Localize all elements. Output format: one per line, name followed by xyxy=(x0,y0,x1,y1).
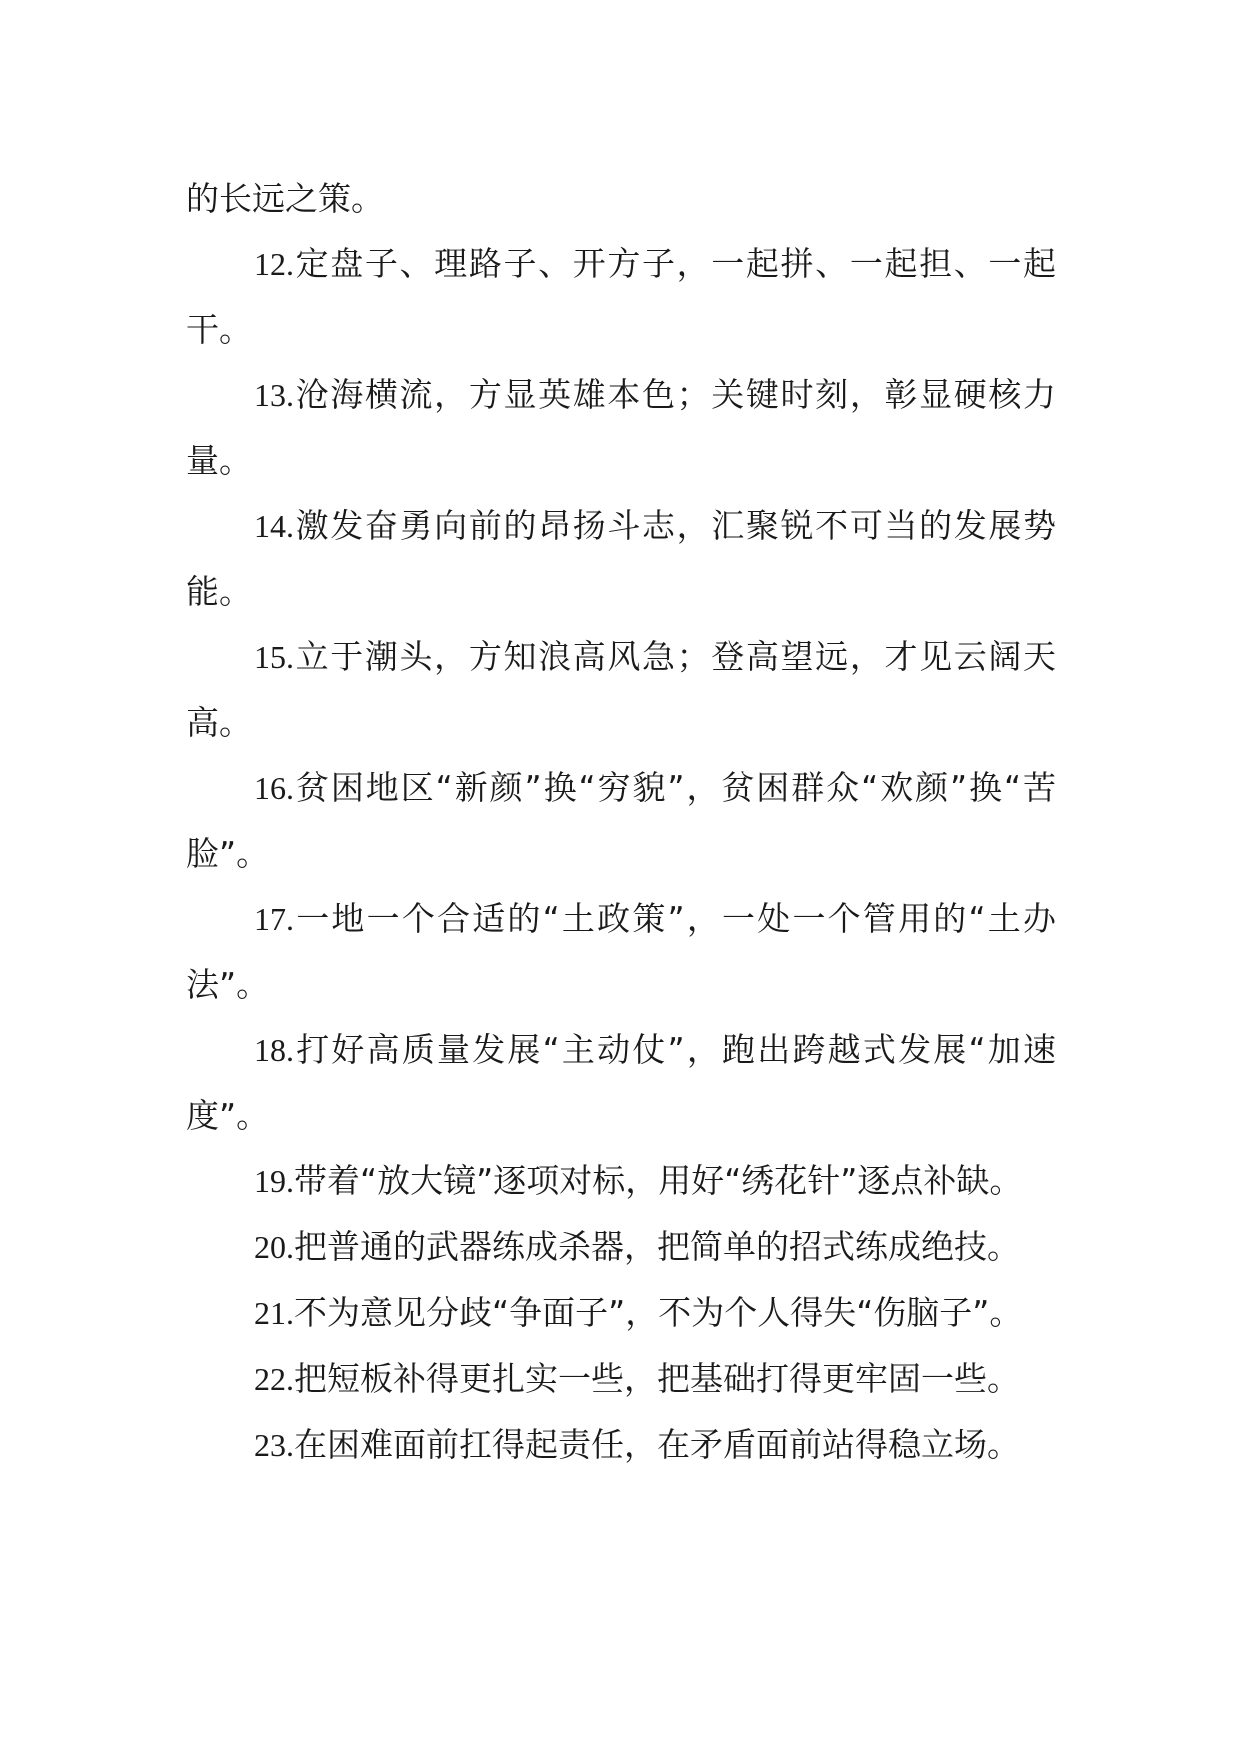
item-number: 14. xyxy=(254,508,294,544)
item-text: 打好高质量发展“主动仗”，跑出跨越式发展“加速度”。 xyxy=(186,1030,1056,1135)
list-item xyxy=(186,886,1056,1017)
list-item xyxy=(186,1280,1056,1346)
list-item xyxy=(186,493,1056,624)
item-text: 沧海横流，方显英雄本色；关键时刻，彰显硬核力量。 xyxy=(186,375,1056,480)
list-item xyxy=(186,1412,1056,1478)
list-item xyxy=(186,624,1056,755)
item-number: 22. xyxy=(254,1361,294,1397)
item-text: 贫困地区“新颜”换“穷貌”，贫困群众“欢颜”换“苦脸”。 xyxy=(186,768,1056,873)
item-number: 16. xyxy=(254,770,294,806)
item-number: 20. xyxy=(254,1229,294,1265)
list-item xyxy=(186,362,1056,493)
item-text: 把普通的武器练成杀器，把简单的招式练成绝技。 xyxy=(294,1227,1020,1266)
item-number: 15. xyxy=(254,639,294,675)
item-text: 立于潮头，方知浪高风急；登高望远，才见云阔天高。 xyxy=(186,637,1056,742)
item-text: 不为意见分歧“争面子”，不为个人得失“伤脑子”。 xyxy=(294,1293,1023,1332)
item-number: 12. xyxy=(254,246,294,282)
item-text: 定盘子、理路子、开方子，一起拼、一起担、一起干。 xyxy=(186,244,1056,349)
list-item xyxy=(186,1148,1056,1214)
item-text: 激发奋勇向前的昂扬斗志，汇聚锐不可当的发展势能。 xyxy=(186,506,1056,611)
document-body xyxy=(186,166,1056,1478)
item-text: 在困难面前扛得起责任，在矛盾面前站得稳立场。 xyxy=(294,1425,1020,1464)
item-text: 一地一个合适的“土政策”，一处一个管用的“土办法”。 xyxy=(186,899,1056,1004)
list-item xyxy=(186,1017,1056,1148)
item-number: 21. xyxy=(254,1295,294,1331)
item-text: 带着“放大镜”逐项对标，用好“绣花针”逐点补缺。 xyxy=(294,1161,1023,1200)
list-item xyxy=(186,755,1056,886)
item-text: 把短板补得更扎实一些，把基础打得更牢固一些。 xyxy=(294,1359,1020,1398)
list-item xyxy=(186,1346,1056,1412)
item-number: 17. xyxy=(254,901,294,937)
item-number: 13. xyxy=(254,377,294,413)
item-number: 23. xyxy=(254,1427,294,1463)
list-item xyxy=(186,1214,1056,1280)
item-number: 19. xyxy=(254,1163,294,1199)
item-number: 18. xyxy=(254,1032,294,1068)
continuation-paragraph: 的长远之策。 xyxy=(186,179,384,218)
list-item xyxy=(186,231,1056,362)
